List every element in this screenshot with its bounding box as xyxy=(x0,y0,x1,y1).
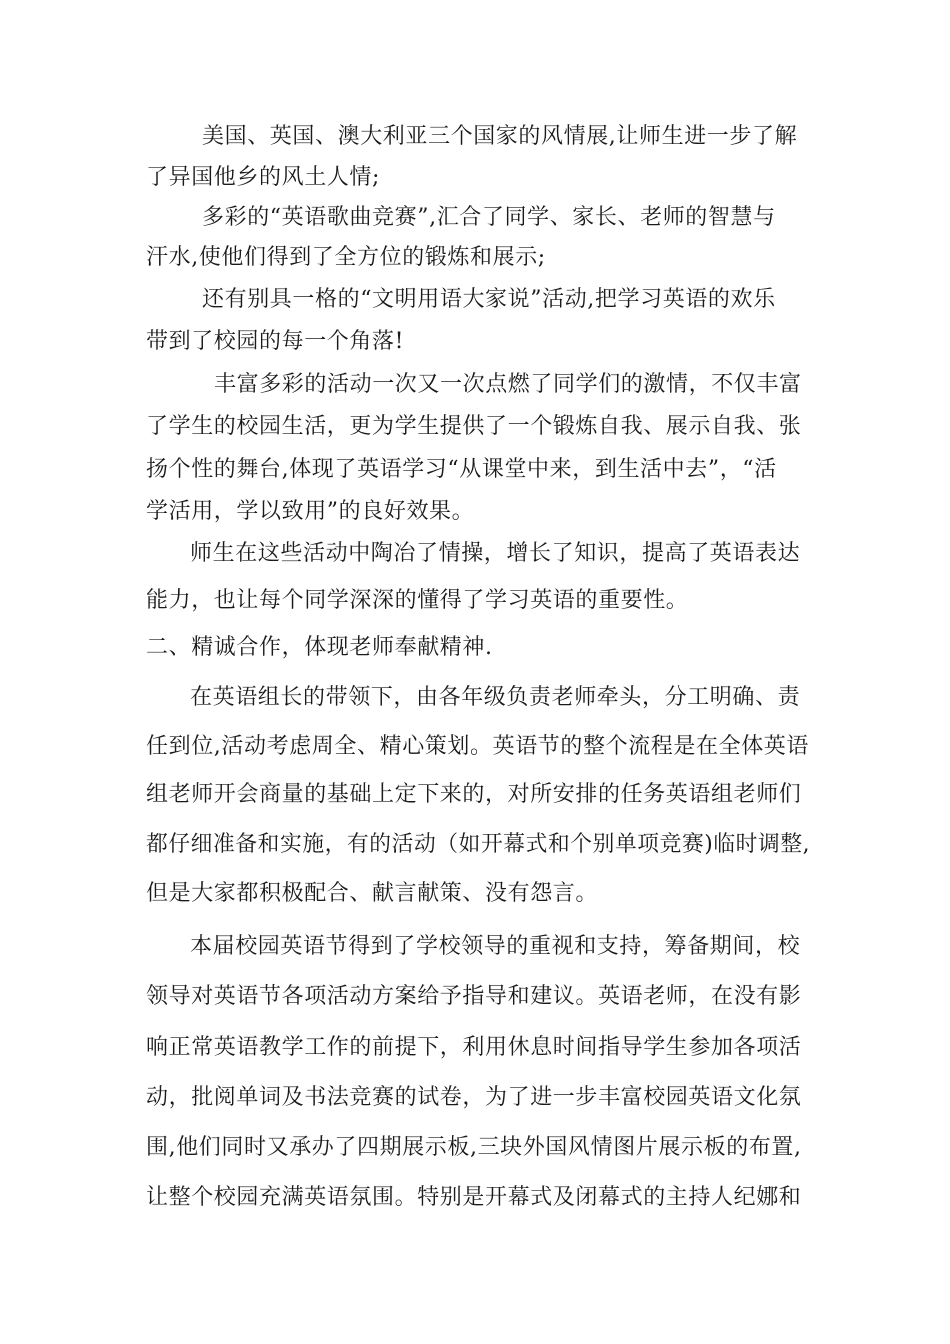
text-line-4: 汗水,使他们得到了全方位的锻炼和展示; xyxy=(146,245,546,270)
text-line-9: 扬个性的舞台,体现了英语学习“从课堂中来，到生活中去”，“活 xyxy=(146,457,777,482)
text-line-2: 了异国他乡的风土人情; xyxy=(146,165,381,190)
text-line-17: 都仔细准备和实施，有的活动（如开幕式和个别单项竞赛)临时调整, xyxy=(146,832,811,857)
text-line-18: 但是大家都积极配合、献言献策、没有怨言。 xyxy=(146,881,599,906)
text-line-14: 在英语组长的带领下，由各年级负责老师牵头，分工明确、责 xyxy=(190,685,801,710)
text-line-15: 任到位,活动考虑周全、精心策划。英语节的整个流程是在全体英语 xyxy=(146,734,809,759)
text-line-22: 动，批阅单词及书法竞赛的试卷，为了进一步丰富校园英语文化氛 xyxy=(146,1085,802,1110)
text-line-24: 让整个校园充满英语氛围。特别是开幕式及闭幕式的主持人纪娜和 xyxy=(146,1185,802,1210)
text-line-16: 组老师开会商量的基础上定下来的，对所安排的任务英语组老师们 xyxy=(146,782,802,807)
text-line-19: 本届校园英语节得到了学校领导的重视和支持，筹备期间，校 xyxy=(190,934,801,959)
text-line-3: 多彩的“英语歌曲竞赛”,汇合了同学、家长、老师的智慧与 xyxy=(202,205,776,230)
text-line-7: 丰富多彩的活动一次又一次点燃了同学们的激情，不仅丰富 xyxy=(214,372,802,397)
text-line-23: 围,他们同时又承办了四期展示板,三块外国风情图片展示板的布置, xyxy=(146,1135,802,1160)
text-line-6: 带到了校园的每一个角落! xyxy=(146,329,405,354)
text-line-5: 还有别具一格的“文明用语大家说”活动,把学习英语的欢乐 xyxy=(202,287,776,312)
section-heading: 二、精诚合作，体现老师奉献精神. xyxy=(146,635,493,660)
text-line-12: 能力，也让每个同学深深的懂得了学习英语的重要性。 xyxy=(146,588,689,613)
text-line-8: 了学生的校园生活，更为学生提供了一个锻炼自我、展示自我、张 xyxy=(146,414,802,439)
text-line-20: 领导对英语节各项活动方案给予指导和建议。英语老师，在没有影 xyxy=(146,984,802,1009)
text-line-1: 美国、英国、澳大利亚三个国家的风情展,让师生进一步了解 xyxy=(202,124,798,149)
text-line-21: 响正常英语教学工作的前提下，利用休息时间指导学生参加各项活 xyxy=(146,1035,802,1060)
text-line-10: 学活用，学以致用”的良好效果。 xyxy=(146,499,475,524)
text-line-11: 师生在这些活动中陶冶了情操，增长了知识，提高了英语表达 xyxy=(190,541,801,566)
